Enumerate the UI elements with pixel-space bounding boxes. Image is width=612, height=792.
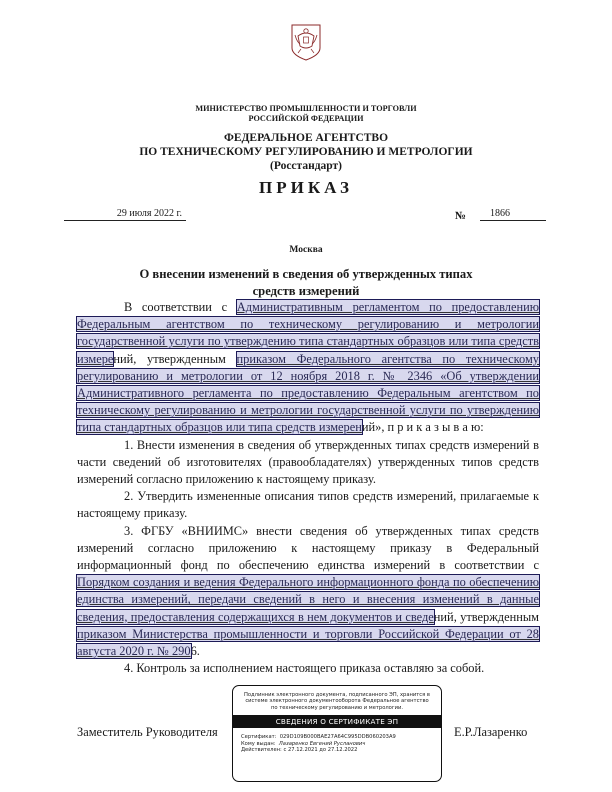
agency-line-3: (Росстандарт) (270, 160, 342, 172)
issued-to-label: Кому выдан: (241, 740, 276, 747)
order-number: 1866 (480, 208, 546, 221)
ministry-header (0, 104, 612, 124)
agency-header (0, 131, 612, 173)
item-3-text: 3. ФГБУ «ВНИИМС» внести сведения об утвержденных типах средств измерений согласно приложению к настоящему приказу в Федеральный информационный фонд по обеспечению единства измерений в соответствии с (77, 523, 539, 573)
ministry-line-2: РОССИЙСКОЙ ФЕДЕРАЦИИ (248, 114, 364, 123)
order-2346-link[interactable]: приказом Федерального агентства по техническому регулированию и метрологии от 12 ноября 2018 г. № 2346 «Об утверждении Административного регламента по предоставлению Федеральным агентством по техническому регулированию и метрологии государственной услуги по утверждению типа стандартных образцов или типа средств измерен (77, 351, 540, 435)
document-type-title: ПРИКАЗ (259, 178, 353, 197)
validity-value: с 27.12.2021 до 27.12.2022 (283, 747, 358, 754)
order-title-line-2: средств измерений (252, 284, 360, 298)
certificate-value: 029D109B000BAE27A64C995DDB060203A9 (279, 734, 396, 741)
order-title (0, 266, 612, 300)
stamp-notice: Подлинник электронного документа, подписанного ЭП, хранится в системе электронного документооборота Федеральное агентство по техническому регулированию и метрологии. (243, 692, 430, 711)
item-3-text: 6. (190, 644, 200, 659)
electronic-signature-stamp (232, 685, 442, 782)
item-1: 1. Внести изменения в сведения об утвержденных типах средств измерений в части сведений об изготовителях (правообладателях) утвержденных типов средств измерений согласно приложению к настоящему приказу. (77, 437, 539, 487)
regulation-link[interactable]: Административным регламентом по предоставлению Федеральным агентством по техническому регулированию и метрологии государственной услуги по утверждению типа стандартных образцов или типа средств измере (77, 300, 539, 366)
certificate-label: Сертификат: (241, 734, 277, 741)
city: Москва (289, 245, 323, 255)
number-sign: № (455, 210, 467, 222)
ministry-line-1: МИНИСТЕРСТВО ПРОМЫШЛЕННОСТИ И ТОРГОВЛИ (195, 104, 417, 113)
preamble-text: В соответствии с (124, 300, 237, 314)
fund-procedure-link[interactable]: Порядком создания и ведения Федерального информационного фонда по обеспечению единства измерений, передачи сведений в него и внесения изменений в данные сведения, предоставления содержащихся в нем документов и сведе (77, 575, 539, 624)
certificate-row (241, 734, 441, 741)
agency-line-1: ФЕДЕРАЛЬНОЕ АГЕНТСТВО (223, 132, 389, 144)
order-2906-link[interactable]: приказом Министерства промышленности и торговли Российской Федерации от 28 августа 2020 г. № 290 (77, 626, 539, 659)
item-3-text: ний, утвержденным (433, 609, 539, 624)
agency-line-2: ПО ТЕХНИЧЕСКОМУ РЕГУЛИРОВАНИЮ И МЕТРОЛОГИИ (139, 146, 473, 158)
preamble-paragraph (77, 299, 539, 437)
order-date: 29 июля 2022 г. (64, 208, 186, 221)
russian-coat-of-arms-icon (286, 22, 326, 62)
item-4: 4. Контроль за исполнением настоящего приказа оставляю за собой. (124, 661, 485, 676)
stamp-details (233, 728, 441, 754)
order-title-line-1: О внесении изменений в сведения об утвержденных типах (139, 267, 473, 281)
validity-label: Действителен: (241, 747, 282, 754)
order-body (77, 299, 539, 677)
item-3 (77, 523, 539, 661)
preamble-text: ний, утвержденным (113, 351, 237, 366)
issued-to-value: Лазаренко Евгений Русланович (278, 740, 366, 747)
preamble-text: ий», п р и к а з ы в а ю: (361, 420, 484, 435)
signatory-name: Е.Р.Лазаренко (454, 725, 528, 739)
validity-row (241, 747, 441, 754)
item-2: 2. Утвердить измененные описания типов средств измерений, прилагаемые к настоящему приказу. (77, 489, 539, 521)
stamp-band-title: СВЕДЕНИЯ О СЕРТИФИКАТЕ ЭП (233, 715, 441, 728)
signatory-role: Заместитель Руководителя (77, 725, 218, 739)
